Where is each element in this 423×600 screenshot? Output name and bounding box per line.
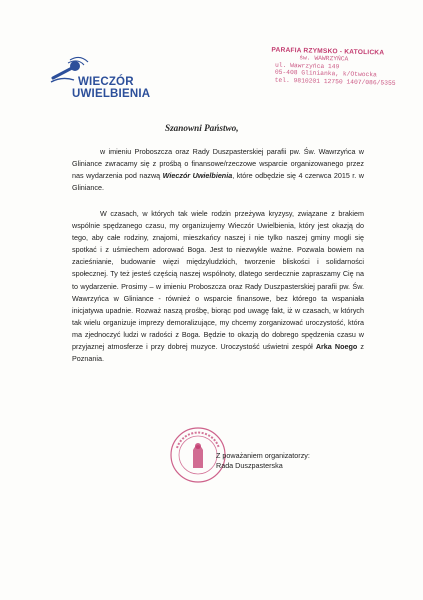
paragraph-2 xyxy=(72,208,364,365)
stamp-line: tel. 9810201 12750 1407/086/5355 xyxy=(274,76,396,87)
stamp-line: św. WAWRZYŃCA xyxy=(299,54,349,63)
signatory: Rada Duszpasterska xyxy=(216,461,283,470)
logo-text-line2: UWIELBIENIA xyxy=(72,88,151,100)
paragraph-text: , które odbędzie się 4 czerwca 2015 r. w Gliniance. xyxy=(72,171,364,193)
stamp-line: ul. Wawrzyńca 149 xyxy=(274,61,340,71)
salutation: Szanowni Państwo, xyxy=(165,123,239,133)
event-name: Wieczór Uwielbienia xyxy=(162,171,233,181)
paragraph-text: W czasach, w których tak wiele rodzin przeżywa kryzysy, związane z brakiem wspólnie spędzanego czasu, my organizujemy Wieczór Uwielbienia, który jest okazją do tego, aby całe rodziny, znajomi, mieszkańcy naszej i nie tylko naszej gminy mogli się spotkać i z uśmiechem adorować Boga. Jest to niezwykle ważne. Pozwala bowiem na zacieśnianie, budowanie więzi międzyludzkich, tworzenie bliskości i solidarności społecznej. Ty też jesteś częścią naszej wspólnoty, dlatego serdecznie zapraszamy Cię na to wydarzenie. Prosimy – w imieniu Proboszcza oraz Rady Duszpasterskiej parafii pw. Św. Wawrzyńca w Gliniance - również o wsparcie finansowe, bez którego ta wspaniała inicjatywa upadnie. Rozważ naszą prośbę, biorąc pod uwagę fakt, iż w czasach, w których tak wielu organizuje imprezy demoralizujące, my chcemy zorganizować uroczystość, która ma zjednoczyć ludzi w radości z Boga. Będzie to okazją do dobrego spędzenia czasu w przyjaznej atmosferze i przy dobrej muzyce. Uroczystość uświetni zespół xyxy=(72,209,364,352)
band-name: Arka Noego xyxy=(315,342,358,352)
closing-signature xyxy=(216,451,310,471)
stamp-line: 05-408 Glinianka, k/Otwocka xyxy=(274,68,377,79)
parish-stamp xyxy=(270,46,396,90)
event-logo xyxy=(50,56,151,104)
paragraph-text: w imieniu Proboszcza oraz Rady Duszpasterskiej parafii pw. Św. Wawrzyńca w Gliniance zwracamy się z prośbą o finansowe/rzeczowe wsparcie organizowanego przez nas wydarzenia pod nazwą xyxy=(72,147,364,181)
paragraph-text: z Poznania. xyxy=(72,342,364,364)
logo-text-line1: WIECZÓR xyxy=(78,76,134,88)
paragraph-1 xyxy=(72,146,364,194)
stamp-line: PARAFIA RZYMSKO - KATOLICKA xyxy=(271,46,385,57)
closing-line: Z poważaniem organizatorzy: xyxy=(216,451,310,460)
